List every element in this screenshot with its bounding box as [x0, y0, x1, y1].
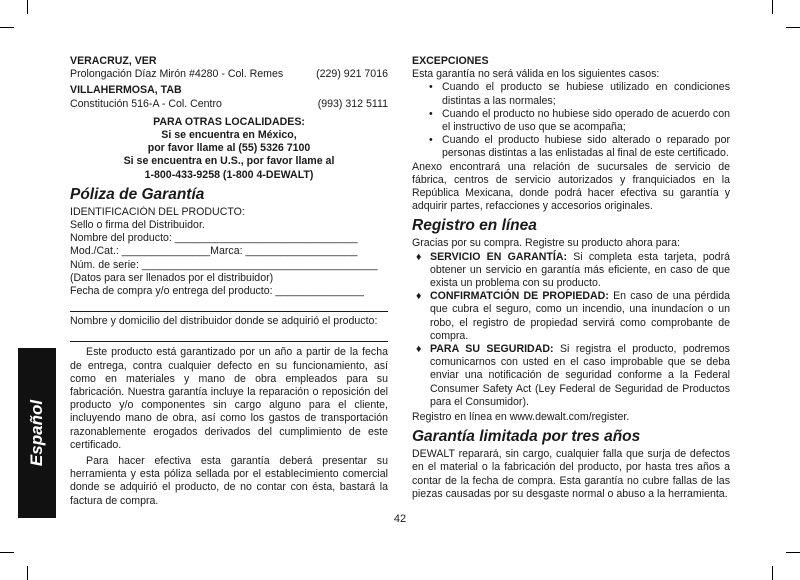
warranty-paragraph: Este producto está garantizado por un año a partir de la fecha de entrega, contra cualquier defecto en su funcionamiento, así como en materiales y mano de obra empleados para su fabricación. Nuestra garantía incluye la reparación o reposición del producto y/o componentes sin cargo alguno para el cliente, incluyendo mano de obra, así como los gastos de transportación razonablemente erogados derivados del cumplimiento de este certificado. [70, 346, 388, 451]
villahermosa-heading: VILLAHERMOSA, TAB [70, 84, 182, 97]
form-rule [70, 329, 388, 342]
crop-mark [27, 566, 28, 580]
veracruz-phone: (229) 921 7016 [316, 68, 388, 81]
list-item: ♦ CONFIRMATCIÓN DE PROPIEDAD: En caso de una pérdida que cubra el seguro, como un incendio, una inundacíon o un robo, el registro de propiedad servirá como comprobante de compra. [416, 290, 730, 342]
otras-line: Si se encuentra en México, [161, 129, 297, 142]
form-line: Núm. de serie: ________________________________________ [70, 258, 378, 271]
excepciones-intro: Esta garantía no será válida en los siguientes casos: [412, 68, 660, 81]
right-column [412, 55, 730, 501]
garantia-paragraph: DEWALT reparará, sin cargo, cualquier falla que surja de defectos en el material o la fabricación del producto, por hasta tres años a contar de la fecha de compra. Esta garantía no cubre fallas de las piezas causadas por su desgaste normal o abuso a la herramienta. [412, 448, 730, 500]
excepciones-heading: EXCEPCIONES [412, 55, 489, 67]
left-column [70, 55, 388, 508]
form-line: IDENTIFICACIÓN DEL PRODUCTO: [70, 205, 245, 218]
list-item: ♦ SERVICIO EN GARANTÍA: Si completa esta tarjeta, podrá obtener un servicio en garantía más eficiente, en caso de que exista un problema con su producto. [416, 250, 730, 290]
veracruz-heading: VERACRUZ, VER [70, 55, 157, 67]
form-line: Fecha de compra y/o entrega del producto: _______________ [70, 285, 364, 298]
list-item: • Cuando el producto hubiese sido alterado o reparado por personas distintas a las enlistadas al final de este certificado. [429, 134, 730, 160]
form-line: Mod./Cat.: _______________Marca: ___________________ [70, 245, 358, 258]
crop-mark [0, 27, 14, 28]
registro-title: Registro en línea [412, 217, 537, 235]
form-line: Nombre y domicilio del distribuidor donde se adquirió el producto: [70, 315, 378, 328]
diamond-bullet-icon: ♦ [416, 343, 422, 356]
otras-line: 1-800-433-9258 (1-800 4-DEWALT) [144, 168, 314, 181]
registro-url: Registro en línea en www.dewalt.com/register. [412, 411, 630, 424]
otras-localidades [70, 116, 388, 182]
bullet-icon: • [429, 134, 433, 147]
language-tab-label: Español [27, 399, 46, 467]
registro-list [412, 251, 730, 409]
bullet-icon: • [429, 107, 433, 120]
veracruz-address: Prolongación Díaz Mirón #4280 - Col. Remes [70, 68, 284, 81]
crop-mark [772, 566, 773, 580]
villahermosa-address: Constitución 516-A - Col. Centro [70, 97, 222, 110]
villahermosa-phone: (993) 312 5111 [317, 97, 388, 110]
bullet-icon: • [429, 81, 433, 94]
form-line: (Datos para ser llenados por el distribuidor) [70, 271, 274, 284]
page-number: 42 [393, 513, 407, 525]
poliza-title: Póliza de Garantía [70, 185, 205, 203]
garantia-title: Garantía limitada por tres años [412, 428, 641, 446]
crop-mark [786, 552, 800, 553]
diamond-bullet-icon: ♦ [416, 250, 422, 263]
crop-mark [0, 552, 14, 553]
crop-mark [27, 0, 28, 14]
crop-mark [772, 0, 773, 14]
list-item: ♦ PARA SU SEGURIDAD: Si registra el producto, podremos comunicarnos con usted en el caso improbable que se deba enviar una notificación de seguridad conforme a la Federal Consumer Safety Act (Ley Federal de Seguridad de Productos para el Consumidor). [416, 343, 730, 408]
warranty-paragraph: Para hacer efectiva esta garantía deberá presentar su herramienta y esta póliza sellada por el establecimiento comercial donde se adquirió el producto, de no contar con ésta, bastará la factura de compra. [70, 455, 388, 507]
form-line: Sello o firma del Distribuidor. [70, 219, 205, 232]
registro-intro: Gracias por su compra. Registre su producto ahora para: [412, 237, 680, 250]
diamond-bullet-icon: ♦ [416, 290, 422, 303]
anexo-paragraph: Anexo encontrará una relación de sucursales de servicio de fábrica, centros de servicio autorizados y franquiciados en la República Mexicana, donde podrá hacer efectiva su garantía y adquirir partes, refacciones y accesorios originales. [412, 160, 730, 213]
list-item: • Cuando el producto se hubiese utilizado en condiciones distintas a las normales; [429, 81, 730, 107]
warranty-form [70, 206, 388, 343]
form-line: Nombre del producto: _______________________________ [70, 232, 358, 245]
form-rule [70, 299, 388, 312]
otras-line: PARA OTRAS LOCALIDADES: [153, 115, 305, 128]
language-tab [18, 348, 56, 518]
otras-line: Si se encuentra en U.S., por favor llame al [123, 155, 335, 168]
otras-line: por favor llame al (55) 5326 7100 [147, 142, 311, 155]
crop-mark [786, 27, 800, 28]
list-item: • Cuando el producto no hubiese sido operado de acuerdo con el instructivo de uso que se acompaña; [429, 107, 730, 134]
veracruz-row [70, 68, 388, 81]
villahermosa-row [70, 98, 388, 111]
excepciones-list [412, 81, 730, 160]
